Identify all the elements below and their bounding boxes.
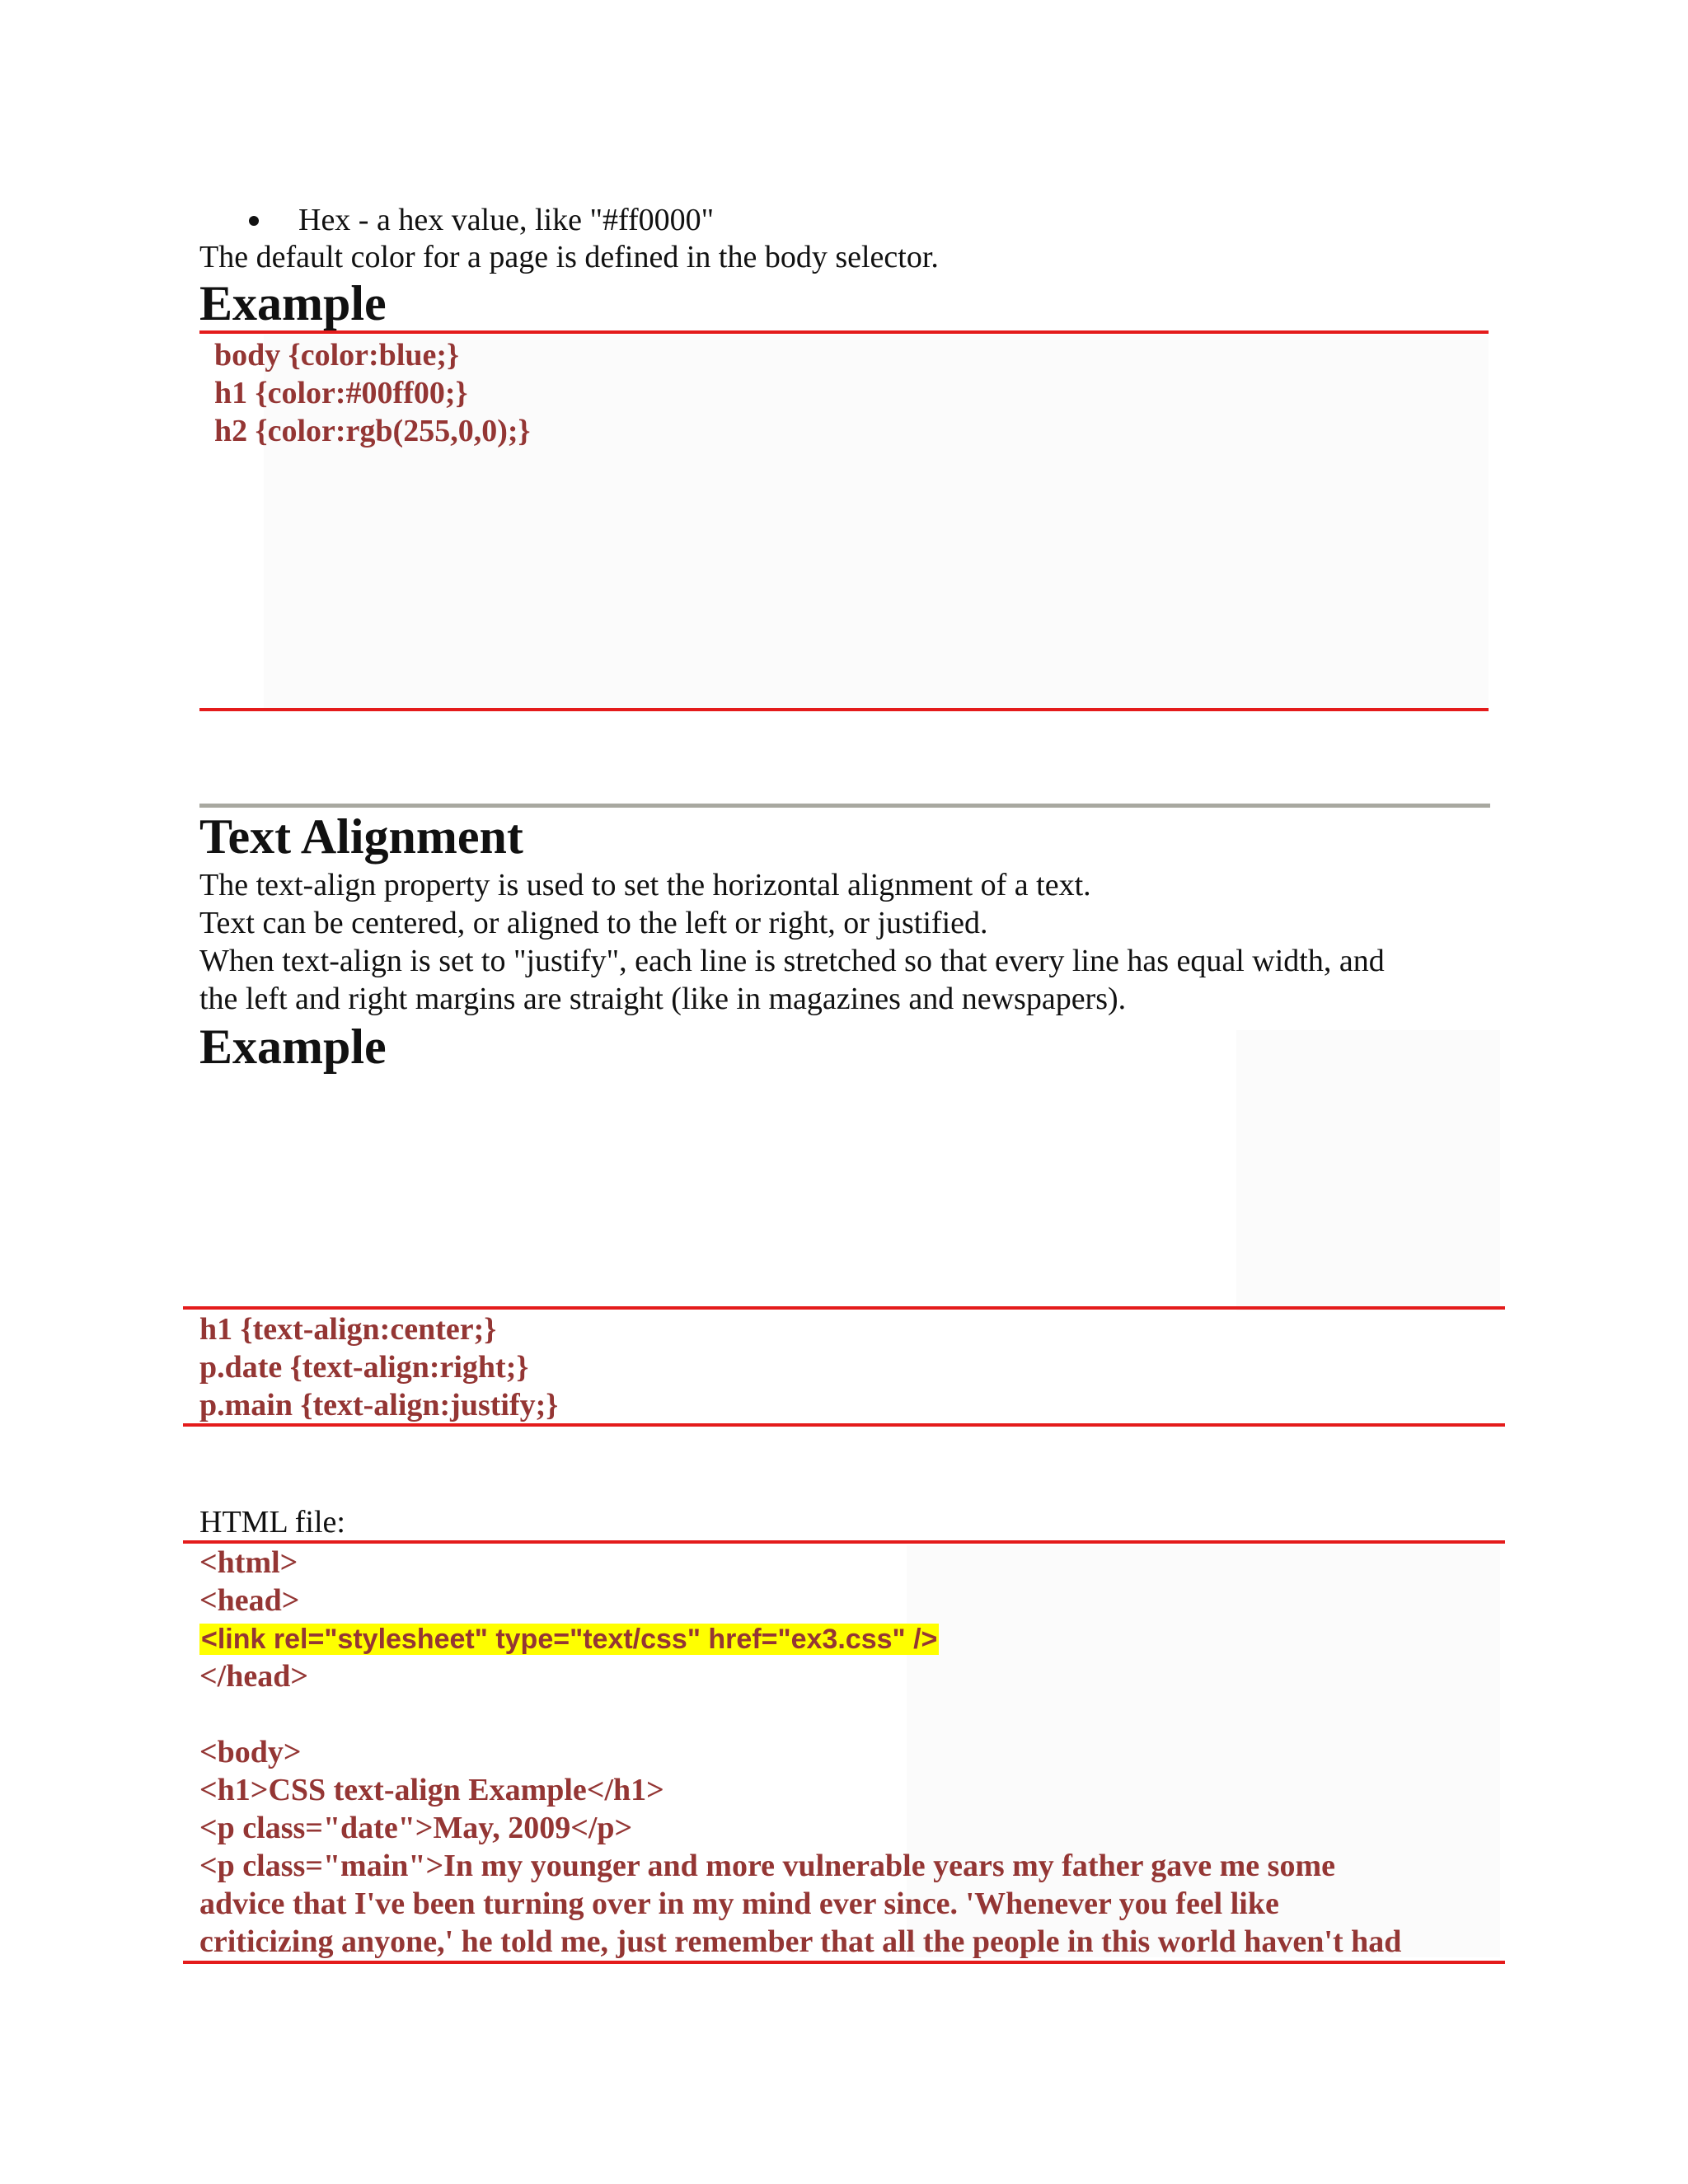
- code-line-highlighted: [199, 1619, 1401, 1657]
- code-line: </head>: [199, 1659, 308, 1694]
- example1-bottom-rule: [199, 708, 1489, 711]
- section-separator: [199, 804, 1490, 808]
- code-line: criticizing anyone,' he told me, just remember that all the people in this world haven't had: [199, 1924, 1402, 1959]
- code-line: body {color:blue;}: [214, 338, 460, 373]
- code-line: <body>: [199, 1735, 302, 1769]
- example2-code-block: [199, 1310, 558, 1424]
- html-file-bottom-rule: [183, 1961, 1505, 1964]
- code-line: <p class="main">In my younger and more vulnerable years my father gave me some: [199, 1849, 1335, 1883]
- paragraph-line: The text-align property is used to set the horizontal alignment of a text.: [199, 868, 1091, 902]
- paragraph-line: the left and right margins are straight (like in magazines and newspapers).: [199, 982, 1127, 1016]
- code-line: <h1>CSS text-align Example</h1>: [199, 1773, 664, 1807]
- text-alignment-heading: Text Alignment: [199, 809, 523, 864]
- code-line: h1 {text-align:center;}: [199, 1312, 497, 1347]
- html-file-code-block: [199, 1544, 1401, 1961]
- code-line: <p class="date">May, 2009</p>: [199, 1811, 633, 1845]
- code-line-blank: [199, 1695, 1401, 1733]
- code-line: <html>: [199, 1545, 298, 1580]
- example2-heading: Example: [199, 1019, 387, 1074]
- code-line: advice that I've been turning over in my mind ever since. 'Whenever you feel like: [199, 1886, 1279, 1921]
- code-line: h1 {color:#00ff00;}: [214, 376, 468, 410]
- example1-code-block: [214, 336, 531, 450]
- stylesheet-link-highlight: <link rel="stylesheet" type="text/css" href="ex3.css" />: [201, 1624, 938, 1655]
- code-line: p.main {text-align:justify;}: [199, 1388, 559, 1422]
- example1-top-rule: [199, 330, 1489, 334]
- code-line: h2 {color:rgb(255,0,0);}: [214, 414, 531, 448]
- example2-bottom-rule: [183, 1423, 1505, 1427]
- code-line: <head>: [199, 1583, 300, 1618]
- example2-top-rule: [183, 1306, 1505, 1310]
- code-line: p.date {text-align:right;}: [199, 1350, 529, 1385]
- bullet-item-hex: Hex - a hex value, like "#ff0000": [298, 203, 715, 237]
- example2-background: [1236, 1030, 1500, 1310]
- html-file-label: HTML file:: [199, 1505, 345, 1540]
- example1-heading: Example: [199, 276, 387, 330]
- paragraph-line: When text-align is set to "justify", each line is stretched so that every line has equal width, and: [199, 944, 1385, 978]
- default-color-sentence: The default color for a page is defined in the body selector.: [199, 240, 939, 274]
- paragraph-line: Text can be centered, or aligned to the left or right, or justified.: [199, 906, 988, 940]
- bullet-icon: [249, 216, 259, 226]
